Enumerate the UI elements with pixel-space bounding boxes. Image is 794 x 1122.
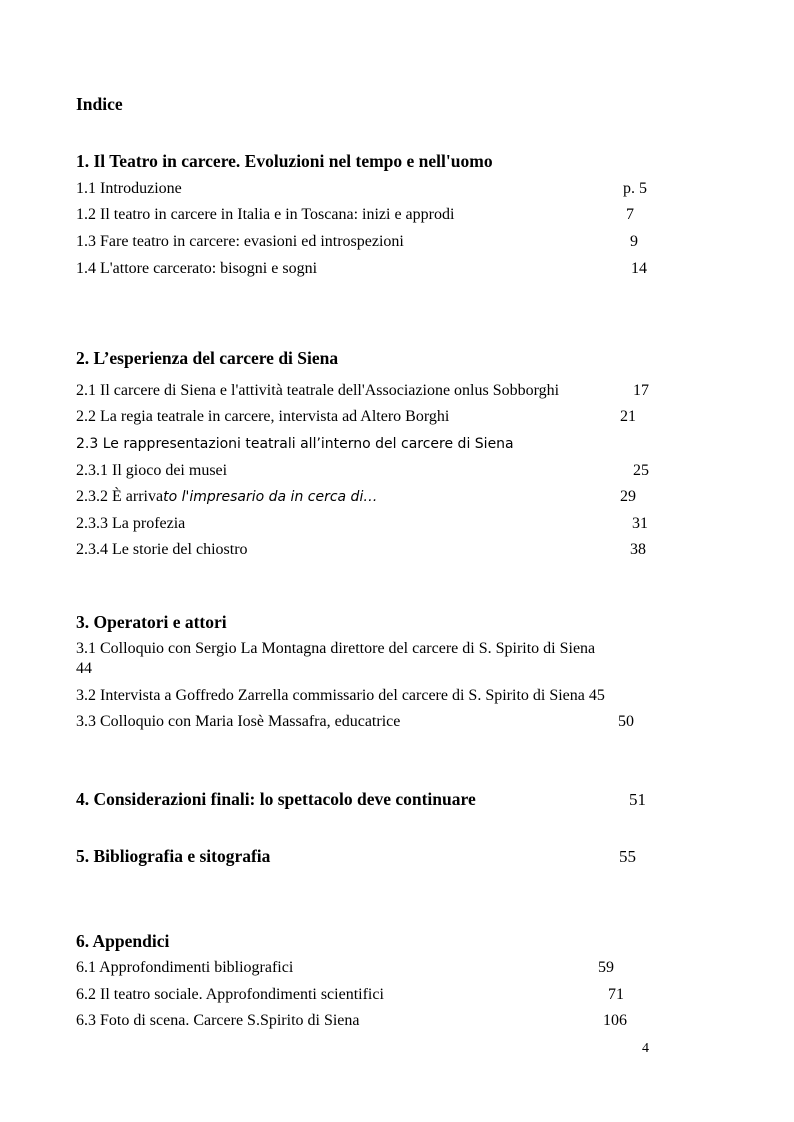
toc-page-6-2: 71 — [608, 986, 624, 1003]
toc-entry-2-3-1: 2.3.1 Il gioco dei musei — [76, 462, 228, 479]
toc-page-2-3-3: 31 — [632, 515, 648, 532]
toc-entry-1-2: 1.2 Il teatro in carcere in Italia e in Toscana: inizi e approdi — [76, 206, 455, 223]
chapter4-page: 51 — [629, 790, 646, 809]
chapter6-heading: 6. Appendici — [76, 931, 170, 951]
toc-page-2-2: 21 — [620, 408, 636, 425]
toc-entry-3-3: 3.3 Colloquio con Maria Iosè Massafra, educatrice — [76, 713, 401, 730]
toc-entry-2-3-2-italic: to l'impresario da in cerca di… — [163, 489, 378, 505]
chapter5-heading: 5. Bibliografia e sitografia — [76, 846, 271, 866]
toc-page-2-3-1: 25 — [633, 462, 649, 479]
toc-entry-6-3: 6.3 Foto di scena. Carcere S.Spirito di Siena — [76, 1012, 360, 1029]
chapter3-heading: 3. Operatori e attori — [76, 612, 227, 632]
toc-entry-3-1: 3.1 Colloquio con Sergio La Montagna direttore del carcere di S. Spirito di Siena — [76, 640, 596, 657]
toc-entry-2-3-3: 2.3.3 La profezia — [76, 515, 186, 532]
chapter2-heading: 2. L’esperienza del carcere di Siena — [76, 348, 339, 368]
toc-entry-2-1: 2.1 Il carcere di Siena e l'attività teatrale dell'Associazione onlus Sobborghi — [76, 382, 560, 399]
index-title: Indice — [76, 94, 123, 114]
toc-entry-6-2: 6.2 Il teatro sociale. Approfondimenti scientifici — [76, 986, 384, 1003]
toc-page-1-3: 9 — [630, 233, 638, 250]
toc-entry-3-2 — [76, 688, 605, 704]
toc-entry-2-3: 2.3 Le rappresentazioni teatrali all’interno del carcere di Siena — [76, 436, 514, 452]
toc-page-3-2: 45 — [588, 687, 605, 704]
toc-page-6-1: 59 — [598, 959, 614, 976]
toc-page-3-3: 50 — [618, 713, 634, 730]
page-number: 4 — [642, 1041, 649, 1056]
toc-page-2-3-4: 38 — [630, 541, 646, 558]
chapter4-heading: 4. Considerazioni finali: lo spettacolo deve continuare — [76, 789, 476, 809]
toc-page-2-3-2: 29 — [620, 488, 636, 505]
toc-entry-2-3-4: 2.3.4 Le storie del chiostro — [76, 541, 248, 558]
toc-entry-6-1: 6.1 Approfondimenti bibliografici — [76, 959, 294, 976]
toc-entry-1-3: 1.3 Fare teatro in carcere: evasioni ed introspezioni — [76, 233, 404, 250]
chapter5-page: 55 — [619, 847, 636, 866]
toc-entry-3-2-text: 3.2 Intervista a Goffredo Zarrella commissario del carcere di S. Spirito di Siena — [76, 687, 585, 704]
toc-page-3-1: 44 — [76, 660, 92, 677]
toc-entry-2-2: 2.2 La regia teatrale in carcere, intervista ad Altero Borghi — [76, 408, 450, 425]
toc-page-2-1: 17 — [633, 382, 649, 399]
toc-page-1-2: 7 — [626, 206, 634, 223]
toc-page-1-4: 14 — [631, 260, 647, 277]
chapter1-heading: 1. Il Teatro in carcere. Evoluzioni nel tempo e nell'uomo — [76, 151, 493, 171]
toc-page-6-3: 106 — [603, 1012, 627, 1029]
toc-entry-1-1: 1.1 Introduzione — [76, 180, 182, 197]
toc-page-1-1: p. 5 — [623, 180, 647, 197]
toc-entry-2-3-2-upright: 2.3.2 È arriva — [76, 488, 164, 505]
toc-entry-1-4: 1.4 L'attore carcerato: bisogni e sogni — [76, 260, 318, 277]
toc-entry-2-3-2 — [76, 489, 377, 505]
